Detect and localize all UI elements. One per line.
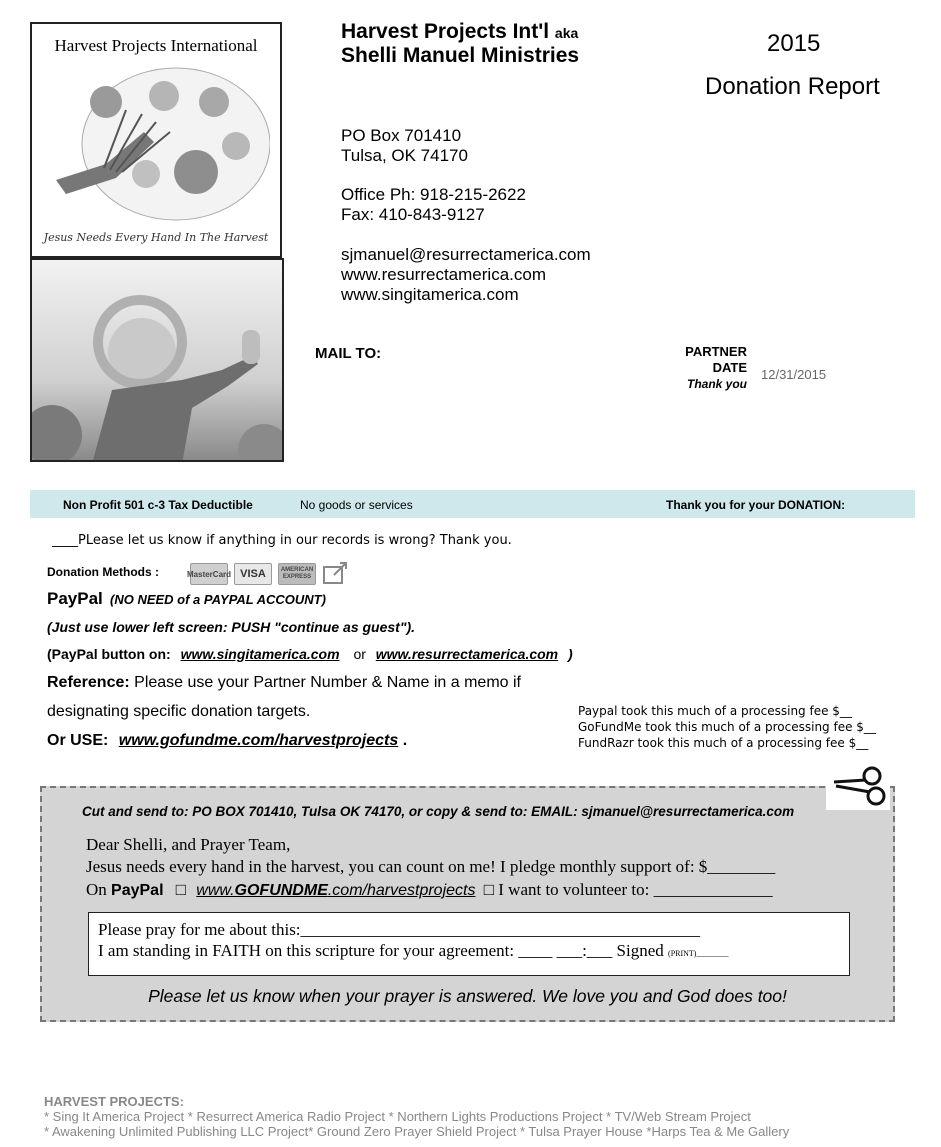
- thank-you-donation: Thank you for your DONATION:: [666, 498, 846, 512]
- org-alias: Shelli Manuel Ministries: [341, 44, 580, 67]
- amex-icon: AMERICAN EXPRESS: [278, 563, 316, 585]
- report-title: Donation Report: [705, 73, 880, 100]
- logo-title: Harvest Projects International: [54, 36, 258, 55]
- reference-line: Reference: Please use your Partner Number & Name in a memo if: [47, 674, 521, 691]
- minister-photo: [30, 258, 284, 462]
- ministry-logo: [30, 22, 282, 258]
- paypal-heading: PayPal: [47, 589, 103, 608]
- paypal-fee-note: Paypal took this much of a processing fee $__: [578, 704, 852, 718]
- paypal-checkbox[interactable]: □: [175, 880, 187, 899]
- volunteer-line: I want to volunteer to: ______________: [498, 880, 773, 899]
- address-line-1: PO Box 701410: [341, 126, 462, 145]
- address-line-2: Tulsa, OK 74170: [341, 146, 468, 165]
- no-goods-note: No goods or services: [300, 498, 413, 512]
- singitamerica-link[interactable]: www.singitamerica.com: [180, 646, 340, 662]
- mastercard-icon: MasterCard: [190, 563, 228, 585]
- paypal-button-line: (PayPal button on: www.singitamerica.com or www.resurrectamerica.com ): [47, 646, 573, 662]
- fax-number: Fax: 410-843-9127: [341, 205, 485, 224]
- guest-checkout-note: (Just use lower left screen: PUSH "continue as guest").: [47, 619, 416, 635]
- resurrectamerica-link[interactable]: www.resurrectamerica.com: [375, 646, 559, 662]
- report-year: 2015: [767, 30, 821, 57]
- gofundme-link[interactable]: www.gofundme.com/harvestprojects: [118, 732, 399, 749]
- website-resurrect[interactable]: www.resurrectamerica.com: [341, 265, 546, 284]
- closing-message: Please let us know when your prayer is answered. We love you and God does too!: [148, 986, 787, 1006]
- options-line: On PayPal □ www.GOFUNDME.com/harvestprojects □ I want to volunteer to: ______________: [86, 880, 773, 899]
- mail-to-label: MAIL TO:: [315, 345, 382, 362]
- reference-line-2: designating specific donation targets.: [47, 703, 311, 720]
- scissors-icon: [826, 760, 890, 810]
- partner-label: PARTNER: [685, 344, 747, 359]
- echeck-icon: [322, 561, 350, 585]
- or-use-line: Or USE: www.gofundme.com/harvestprojects .: [47, 732, 408, 749]
- prayer-request-line[interactable]: Please pray for me about this:_______________________________________________: [98, 920, 701, 939]
- coupon-paypal-label: PayPal: [111, 882, 164, 899]
- coupon-greeting: Dear Shelli, and Prayer Team,: [86, 835, 291, 854]
- date-label: DATE: [712, 360, 747, 375]
- scripture-agreement-line[interactable]: I am standing in FAITH on this scripture for your agreement: ____ ___:___ Signed (PRINT)________: [98, 941, 729, 960]
- harvest-illustration: [46, 62, 270, 222]
- website-singit[interactable]: www.singitamerica.com: [341, 285, 519, 304]
- tax-deductible-band: [30, 490, 915, 518]
- org-name: Harvest Projects Int'l: [341, 20, 550, 43]
- org-aka: aka: [554, 25, 579, 41]
- thank-you-label: Thank you: [686, 377, 747, 391]
- logo-tagline: Jesus Needs Every Hand In The Harvest: [43, 231, 269, 244]
- gofundme-fee-note: GoFundMe took this much of a processing fee $__: [578, 720, 876, 734]
- fundrazr-fee-note: FundRazr took this much of a processing fee $__: [578, 736, 869, 750]
- nonprofit-status: Non Profit 501 c-3 Tax Deductible: [63, 498, 253, 512]
- paypal-no-account-note: (NO NEED of a PAYPAL ACCOUNT): [110, 592, 326, 607]
- donation-methods-label: Donation Methods :: [47, 565, 159, 579]
- visa-icon: VISA: [234, 563, 272, 585]
- print-note: (PRINT)________: [668, 949, 729, 958]
- office-phone: Office Ph: 918-215-2622: [341, 185, 526, 204]
- coupon-gofundme-link[interactable]: www.GOFUNDME.com/harvestprojects: [196, 882, 476, 899]
- footer-projects-line-2: * Awakening Unlimited Publishing LLC Project* Ground Zero Prayer Shield Project * Tulsa Prayer House *Harps Tea & Me Gallery: [44, 1124, 790, 1139]
- footer-projects-line-1: * Sing It America Project * Resurrect America Radio Project * Northern Lights Productions Project * TV/Web Stream Project: [44, 1109, 751, 1124]
- records-note: ____PLease let us know if anything in our records is wrong? Thank you.: [52, 533, 512, 548]
- pledge-line: Jesus needs every hand in the harvest, you can count on me! I pledge monthly support of: $________: [86, 857, 776, 876]
- minister-figure: [32, 260, 284, 462]
- footer-heading: HARVEST PROJECTS:: [44, 1094, 184, 1109]
- report-date: 12/31/2015: [761, 367, 827, 382]
- cut-and-send-instructions: Cut and send to: PO BOX 701410, Tulsa OK 74170, or copy & send to: EMAIL: sjmanuel@resurrectamerica.com: [82, 804, 795, 819]
- volunteer-checkbox[interactable]: □: [483, 880, 494, 899]
- contact-email[interactable]: sjmanuel@resurrectamerica.com: [341, 245, 591, 264]
